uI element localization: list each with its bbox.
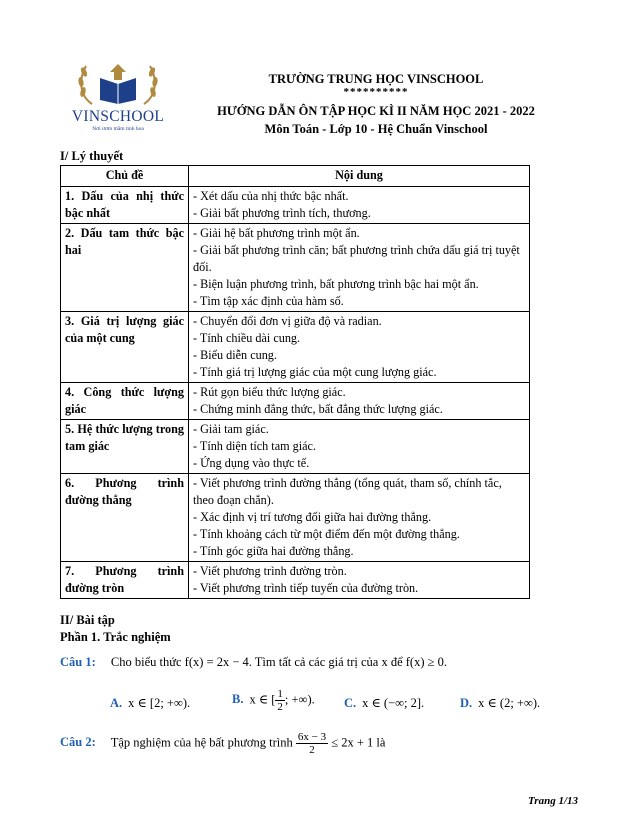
option-a-text: x ∈ [2; +∞).	[128, 696, 191, 710]
content-item: - Viết phương trình tiếp tuyến của đường tròn.	[193, 581, 419, 595]
document-title: HƯỚNG DẪN ÔN TẬP HỌC KÌ II NĂM HỌC 2021 - 2022	[217, 104, 535, 118]
option-b-text-before: x ∈ [	[249, 692, 276, 707]
option-b-text-after: ; +∞).	[284, 692, 315, 707]
content-cell	[189, 187, 530, 224]
table-row	[61, 187, 530, 224]
content-cell	[189, 474, 530, 562]
logo-brand: VINSCHOOL	[71, 108, 165, 125]
table-header-row	[61, 166, 530, 187]
school-logo	[70, 58, 166, 138]
content-item: - Giải hệ bất phương trình một ẩn.	[193, 226, 360, 240]
content-item: - Tính diện tích tam giác.	[193, 439, 316, 453]
content-cell	[189, 224, 530, 312]
table-row	[61, 312, 530, 383]
laurel-book-icon	[70, 58, 166, 108]
option-b-denominator: 2	[277, 701, 283, 713]
option-c	[344, 695, 424, 711]
question-2-denominator: 2	[309, 744, 315, 756]
content-item: - Xét dấu của nhị thức bậc nhất.	[193, 189, 349, 203]
theory-heading: I/ Lý thuyết	[60, 149, 124, 163]
header-stars: **********	[343, 86, 409, 98]
option-d-text: x ∈ (2; +∞).	[478, 696, 541, 710]
option-b-numerator: 1	[277, 688, 283, 700]
exercises-heading: II/ Bài tập	[60, 613, 115, 627]
question-2-text-before: Tập nghiệm của hệ bất phương trình	[110, 735, 293, 750]
page-number: Trang 1/13	[527, 795, 578, 807]
topic-cell: 4. Công thức lượng giác	[61, 383, 189, 420]
option-b-letter: B.	[232, 692, 244, 707]
option-a-letter: A.	[110, 696, 123, 710]
content-cell	[189, 383, 530, 420]
topic-cell: 2. Dấu tam thức bậc hai	[61, 224, 189, 312]
question-1-label: Câu 1:	[60, 655, 96, 669]
table-row	[61, 474, 530, 562]
theory-table	[60, 165, 530, 599]
content-item: - Giải tam giác.	[193, 422, 269, 436]
content-item: - Viết phương trình đường tròn.	[193, 564, 347, 578]
topic-cell: 1. Dấu của nhị thức bậc nhất	[61, 187, 189, 224]
option-d	[460, 695, 540, 711]
question-1	[60, 655, 447, 670]
question-2-label: Câu 2:	[60, 735, 96, 750]
option-c-letter: C.	[344, 696, 357, 710]
content-item: - Biện luận phương trình, bất phương trình bậc hai một ẩn.	[193, 277, 479, 291]
option-c-text: x ∈ (−∞; 2].	[362, 696, 425, 710]
content-item: - Chứng minh đẳng thức, bất đẳng thức lượng giác.	[193, 402, 443, 416]
content-item: - Tính chiều dài cung.	[193, 331, 301, 345]
table-row	[61, 383, 530, 420]
question-1-text: Cho biểu thức f(x) = 2x − 4. Tìm tất cả các giá trị của x để f(x) ≥ 0.	[110, 655, 447, 669]
content-cell	[189, 420, 530, 474]
topic-cell: 7. Phương trình đường tròn	[61, 562, 189, 599]
content-item: - Biểu diễn cung.	[193, 348, 277, 362]
topic-cell: 6. Phương trình đường thẳng	[61, 474, 189, 562]
content-item: - Tính khoảng cách từ một điểm đến một đường thẳng.	[193, 527, 460, 541]
content-item: - Viết phương trình đường thẳng (tổng quát, tham số, chính tắc, theo đoạn chắn).	[193, 476, 502, 507]
content-item: - Giải bất phương trình tích, thương.	[193, 206, 371, 220]
content-item: - Rút gọn biểu thức lượng giác.	[193, 385, 346, 399]
column-header-content: Nội dung	[189, 166, 530, 187]
content-item: - Tính góc giữa hai đường thẳng.	[193, 544, 354, 558]
option-b-fraction	[275, 688, 285, 713]
content-item: - Chuyển đổi đơn vị giữa độ và radian.	[193, 314, 382, 328]
part-heading: Phần 1. Trắc nghiệm	[60, 630, 171, 644]
theory-table-body	[61, 187, 530, 599]
content-item: - Giải bất phương trình căn; bất phương trình chứa dấu giá trị tuyệt đối.	[193, 243, 520, 274]
content-item: - Ứng dụng vào thực tế.	[193, 456, 310, 470]
school-name: TRƯỜNG TRUNG HỌC VINSCHOOL	[268, 72, 484, 86]
option-b	[232, 688, 315, 713]
column-header-topic: Chủ đề	[61, 166, 189, 187]
content-cell	[189, 562, 530, 599]
table-row	[61, 420, 530, 474]
content-item: - Xác định vị trí tương đối giữa hai đường thẳng.	[193, 510, 432, 524]
content-item: - Tính giá trị lượng giác của một cung lượng giác.	[193, 365, 437, 379]
topic-cell: 3. Giá trị lượng giác của một cung	[61, 312, 189, 383]
question-2-numerator: 6x − 3	[297, 731, 327, 743]
option-a	[110, 695, 190, 711]
question-2-text-after: ≤ 2x + 1 là	[331, 735, 386, 750]
table-row	[61, 224, 530, 312]
subject-line: Môn Toán - Lớp 10 - Hệ Chuẩn Vinschool	[264, 122, 488, 136]
question-2	[60, 731, 385, 756]
table-row	[61, 562, 530, 599]
option-d-letter: D.	[460, 696, 473, 710]
content-item: - Tìm tập xác định của hàm số.	[193, 294, 344, 308]
question-2-fraction	[296, 731, 328, 756]
topic-cell: 5. Hệ thức lượng trong tam giác	[61, 420, 189, 474]
logo-motto: Nơi ươm mầm tinh hoa	[92, 126, 144, 132]
content-cell	[189, 312, 530, 383]
